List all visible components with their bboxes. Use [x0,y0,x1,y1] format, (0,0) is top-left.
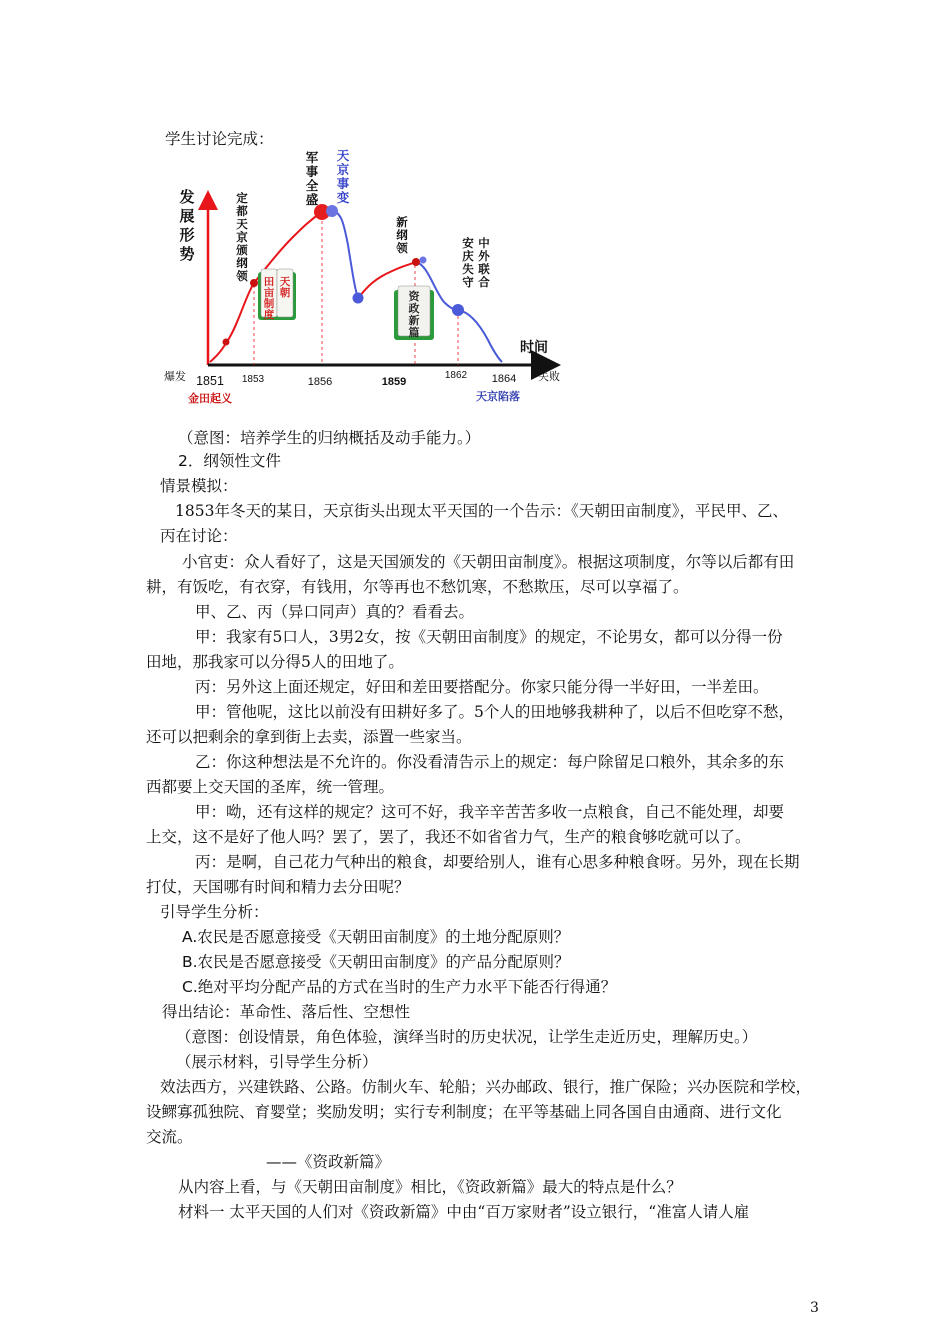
book-zizheng-col1: 资政 [408,291,420,315]
annot-1862: 中外联合 [478,238,490,289]
para-line: 丙：另外这上面还规定，好田和差田要搭配分。你家只能分得一半好田，一半差田。 [195,678,769,696]
annot-1856-a: 军事全盛 [305,151,319,207]
dot-1853 [250,279,258,287]
x-axis-label: 时间 [520,339,548,355]
para-line: 打仗，天国哪有时间和精力去分田呢？ [146,878,410,896]
start-bottom-label: 金田起义 [188,393,232,405]
tick-1853: 1853 [241,374,265,385]
intent-note-1: （意图：培养学生的归纳概括及动手能力。） [178,429,481,447]
para-line: 材料一 太平天国的人们对《资政新篇》中由“百万家财者”设立银行，“准富人请人雇 [178,1203,750,1221]
end-bottom-label: 天京陷落 [476,391,520,403]
para-line: 效法西方，兴建铁路、公路。仿制火车、轮船；兴办邮政、银行，推广保险；兴办医院和学校， [160,1078,812,1096]
dot-1857 [353,293,364,304]
dot-1859b [420,257,427,264]
tick-1851: 1851 [196,374,224,388]
y-axis-label: 发展形势 [179,189,195,263]
para-line: 上交，这不是好了他人吗？罢了，罢了，我还不如省省力气，生产的粮食够吃就可以了。 [146,828,751,846]
series-fall-line [331,210,358,298]
para-line: 从内容上看，与《天朝田亩制度》相比，《资政新篇》最大的特点是什么？ [178,1178,682,1196]
source-citation: ——《资政新篇》 [266,1153,391,1171]
book-zizheng-col2: 新篇 [408,315,420,339]
dot-1852 [223,339,230,346]
para-line: 甲：我家有5口人，3男2女，按《天朝田亩制度》的规定，不论男女，都可以分得一份 [195,628,783,646]
para-line: 还可以把剩余的拿到街上去卖，添置一些家当。 [146,728,472,746]
para-line: 丙在讨论： [160,527,238,545]
annot-1853: 定都天京颁纲领 [236,193,248,283]
para-line: 设鳏寡孤独院、育婴堂；奖励发明；实行专利制度；在平等基础上同各国自由通商、进行文化 [146,1103,782,1121]
para-line: 甲：管他呢，这比以前没有田耕好多了。5个人的田地够我耕种了，以后不但吃穿不愁， [195,703,794,721]
intent-note-2: （意图：创设情景，角色体验，演绎当时的历史状况，让学生走近历史，理解历史。） [176,1028,758,1046]
para-line: 田地，那我家可以分得5人的田地了。 [146,653,404,671]
question-a: A.农民是否愿意接受《天朝田亩制度》的土地分配原则？ [182,928,570,946]
book-zizheng [394,286,434,340]
annot-1856-b: 天京事变 [336,149,350,205]
taiping-development-chart [150,140,590,410]
question-c: C.绝对平均分配产品的方式在当时的生产力水平下能否行得通？ [182,978,617,996]
dot-1861 [452,304,464,316]
tick-1862: 1862 [444,370,468,381]
book-tianchao-col3: 制度 [263,298,275,321]
book-tianchao [258,269,296,321]
tick-1864: 1864 [491,373,517,385]
book-tianchao-col2: 田亩 [263,276,275,299]
para-line: 西都要上交天国的圣库，统一管理。 [146,778,395,796]
para-line: 小官吏：众人看好了，这是天国颁发的《天朝田亩制度》。根据这项制度，尔等以后都有田 [182,553,795,571]
para-line: 交流。 [146,1128,193,1146]
start-top-label: 爆发 [164,371,186,383]
dot-1856-event [326,205,338,217]
section-2-title: 2．纲领性文件 [178,452,281,470]
conclusion: 得出结论：革命性、落后性、空想性 [162,1003,411,1021]
book-tianchao-col1: 天朝 [279,276,291,299]
annot-1859: 新纲领 [396,217,408,255]
para-line: 甲：呦，还有这样的规定？这可不好，我辛辛苦苦多收一点粮食，自己不能处理，却要 [195,803,785,821]
dot-1859 [412,258,420,266]
question-b: B.农民是否愿意接受《天朝田亩制度》的产品分配原则？ [182,953,570,971]
tick-1859: 1859 [381,376,407,388]
annot-1861: 安庆失守 [462,238,474,289]
para-line: 耕，有饭吃，有衣穿，有钱用，尔等再也不愁饥寒，不愁欺压，尽可以享福了。 [146,578,689,596]
end-top-label: 失败 [538,371,560,383]
material-note: （展示材料，引导学生分析） [176,1053,378,1071]
scenario-title: 情景模拟： [160,477,238,495]
guide-title: 引导学生分析： [160,903,269,921]
para-line: 丙：是啊，自己花力气种出的粮食，却要给别人，谁有心思多种粮食呀。另外，现在长期 [195,853,800,871]
section-heading: 学生讨论完成： [165,130,274,148]
para-line: 甲、乙、丙（异口同声）真的？看看去。 [195,603,475,621]
page-number: 3 [810,1300,819,1316]
para-line: 乙：你这种想法是不允许的。你没看清告示上的规定：每户除留足口粮外，其余多的东 [195,753,785,771]
para-line: 1853年冬天的某日，天京街头出现太平天国的一个告示：《天朝田亩制度》，平民甲、乙、 [175,502,788,520]
tick-1856: 1856 [307,376,333,388]
